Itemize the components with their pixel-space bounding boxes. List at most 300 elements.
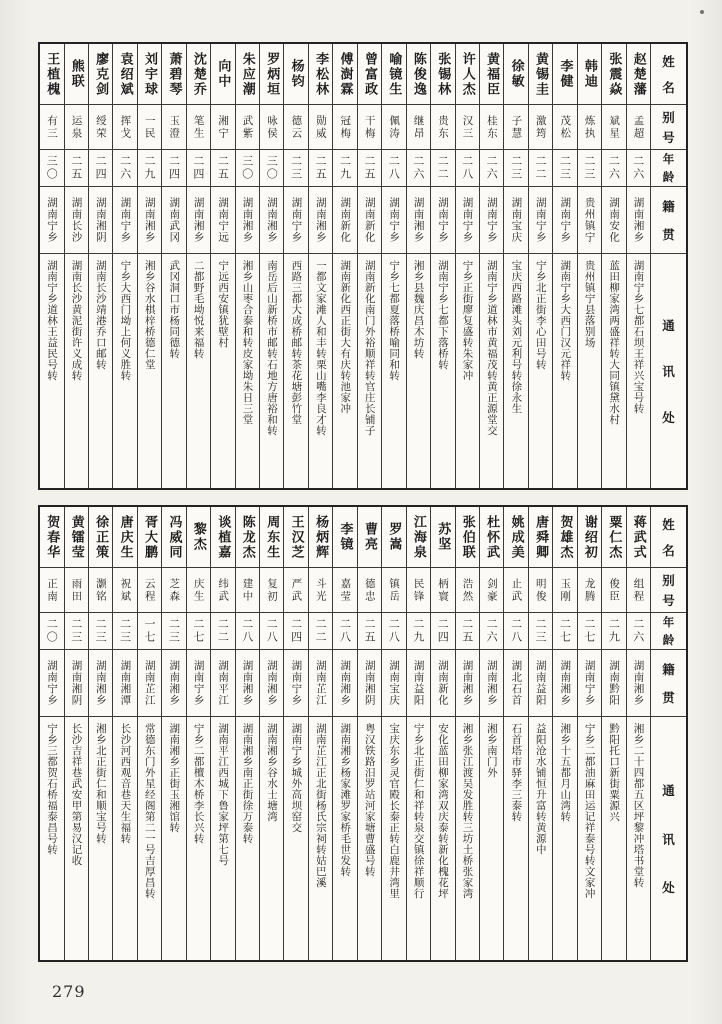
person-native-place: 湖南新化 [431,650,454,717]
person-column [601,44,625,488]
person-alias: 笔生 [187,105,210,150]
person-alias: 有三 [40,105,63,150]
person-age: 二三 [89,613,112,650]
person-native-place: 湖南宁乡 [40,650,63,717]
person-native-place: 湖南宁乡 [529,187,552,254]
person-address: 宝庆东乡灵官殿长泰正转白鹿井湾里 [388,723,401,899]
person-native-place: 湖南宁乡 [431,187,454,254]
person-column [503,507,527,960]
person-age: 二三 [578,150,601,187]
person-column [455,507,479,960]
person-address: 石首塔市驿李三泰转 [510,723,523,822]
person-address: 湖南新化西正街大有庆转池家冲 [339,260,352,414]
person-native-place: 湖南益阳 [407,650,430,717]
person-column [479,507,503,960]
person-column [88,44,112,488]
person-address: 湖南湘乡杨家滩罗家桥毛世发转 [339,723,352,877]
person-name: 周东生 [260,507,283,568]
person-address: 贵州镇宁县落别场 [583,260,596,348]
person-address: 宝庆西路滩头刘元利号转徐永生 [510,260,523,414]
person-name: 陈俊逸 [407,44,430,105]
person-age: 二九 [602,613,625,650]
person-column [552,507,576,960]
person-native-place: 湖南宁乡 [456,187,479,254]
person-native-place: 湖南湘阴 [65,650,88,717]
person-alias: 运泉 [65,105,88,150]
person-native-place: 湖南益阳 [529,650,552,717]
person-alias: 纬武 [211,568,234,613]
person-native-place: 湖南芷江 [138,650,161,717]
person-address: 湖南宁乡七都石坝王祥兴宝号转 [632,260,645,414]
person-alias: 组程 [627,568,650,613]
person-name: 徐正策 [89,507,112,568]
person-age: 二六 [627,150,650,187]
person-alias: 桂东 [480,105,503,150]
person-column [552,44,576,488]
person-alias: 继昂 [407,105,430,150]
column-header-age: 年 龄 [651,150,686,187]
person-address: 湖南宁乡道林市黄福茂转黄正源堂交 [485,260,498,436]
person-column [577,507,601,960]
person-alias: 勋威 [309,105,332,150]
person-column [235,507,259,960]
person-address: 湘乡张江渡吴发胜转三坊土桥张家湾 [461,723,474,899]
person-address: 湖南新化南门外裕顺祥转官庄长铺子 [363,260,376,436]
person-address: 南岳后山新桥市邮转石地方唐裕和转 [265,260,278,436]
person-name: 粟仁杰 [602,507,625,568]
person-age: 二七 [553,613,576,650]
person-name: 江海泉 [407,507,430,568]
person-alias: 灏铭 [89,568,112,613]
person-address: 宁乡正街廖复盛转朱家冲 [461,260,474,381]
person-alias: 剑豪 [480,568,503,613]
person-native-place: 湖南湘阴 [89,187,112,254]
person-name: 喻镜生 [382,44,405,105]
person-alias: 建中 [236,568,259,613]
header-column [650,44,686,488]
person-native-place: 湖南宝庆 [504,187,527,254]
person-address: 蓝田柳家湾两盛祥转大同镇黛水村 [608,260,621,425]
person-address: 益阳沧水铺恒升富转黄源中 [534,723,547,855]
person-address: 湖南平江西城下鲁家坪第七号 [217,723,230,866]
person-native-place: 湖南长沙 [65,187,88,254]
person-name: 罗嵩 [382,507,405,568]
person-address: 宁乡二都檀木桥李长兴转 [192,723,205,844]
person-age: 三〇 [260,150,283,187]
person-age: 二六 [407,150,430,187]
person-column [64,44,88,488]
person-alias: 严武 [284,568,307,613]
person-name: 谈植嘉 [211,507,234,568]
column-header-address: 通 讯 处 [662,783,675,895]
person-age: 二四 [89,150,112,187]
person-alias: 子慧 [504,105,527,150]
person-alias: 斗光 [309,568,332,613]
person-name: 罗炳垣 [260,44,283,105]
person-alias: 止武 [504,568,527,613]
person-native-place: 湖南宁乡 [578,650,601,717]
person-name: 胥大鹏 [138,507,161,568]
person-column [308,507,332,960]
person-age: 二八 [456,150,479,187]
person-alias: 激筠 [529,105,552,150]
person-age: 二九 [407,613,430,650]
person-name: 熊联 [65,44,88,105]
person-address: 湘乡谷水棋梓桥德仁堂 [143,260,156,370]
person-column [357,507,381,960]
person-age: 二六 [480,613,503,650]
person-name: 张震焱 [602,44,625,105]
person-column [112,44,136,488]
person-age: 二六 [480,150,503,187]
person-age: 二八 [260,613,283,650]
person-age: 三〇 [236,150,259,187]
person-column [40,44,63,488]
person-name: 蒋武式 [627,507,650,568]
person-native-place: 湖南宁乡 [480,187,503,254]
person-native-place: 湖南宁乡 [382,187,405,254]
person-address: 湘乡二十四都五区坪黎冲塔书堂转 [632,723,645,888]
person-address: 湖南芷江正北街杨氏宗祠转姑巴溪 [314,723,327,888]
person-address: 宁乡三都贺石桥福泰昌号转 [46,723,59,855]
person-alias: 玉刚 [553,568,576,613]
column-header-age: 年 龄 [651,613,686,650]
person-age: 二八 [236,613,259,650]
person-address: 湘乡山枣合泰和转皮家坳朱日三堂 [241,260,254,425]
person-column [528,507,552,960]
person-age: 二五 [65,150,88,187]
person-name: 张伯联 [456,507,479,568]
person-alias: 斌星 [602,105,625,150]
person-column [455,44,479,488]
person-native-place: 湖南芷江 [309,650,332,717]
person-age: 二九 [138,150,161,187]
person-alias: 镇岳 [382,568,405,613]
person-column [381,507,405,960]
person-alias: 明俊 [529,568,552,613]
person-native-place: 湖南新化 [333,187,356,254]
person-name: 李松林 [309,44,332,105]
person-native-place: 湖南宁乡 [284,650,307,717]
person-alias: 民锋 [407,568,430,613]
person-column [210,507,234,960]
person-native-place: 湖北石首 [504,650,527,717]
person-alias: 复初 [260,568,283,613]
person-alias: 柄寰 [431,568,454,613]
person-age: 二八 [504,613,527,650]
person-native-place: 湖南宝庆 [382,650,405,717]
person-alias: 贵东 [431,105,454,150]
person-alias: 干梅 [358,105,381,150]
person-address: 安化蓝田柳家湾双庆泰转新化槐花坪 [437,723,450,899]
person-column [626,507,650,960]
person-column [161,507,185,960]
person-age: 三〇 [40,150,63,187]
person-age: 二八 [333,613,356,650]
person-column [137,507,161,960]
person-name: 冯威同 [162,507,185,568]
person-column [186,44,210,488]
person-address: 黔阳托口新街粟源兴 [608,723,621,822]
person-native-place: 湖南湘乡 [236,187,259,254]
registry-table-bottom [38,505,688,962]
person-age: 二四 [284,613,307,650]
person-age: 二九 [333,150,356,187]
person-address: 西路三都大成桥邮转茶花塘彭竹堂 [290,260,303,425]
person-native-place: 湖南湘乡 [260,650,283,717]
person-age: 二四 [187,150,210,187]
person-age: 二二 [431,150,454,187]
column-header-alias: 别 号 [651,105,686,150]
person-address: 宁远西安镇犹壁村 [217,260,230,348]
person-name: 向中 [211,44,234,105]
person-native-place: 湖南宁乡 [40,187,63,254]
person-name: 陈龙杰 [236,507,259,568]
column-header-alias: 别 号 [651,568,686,613]
person-name: 贺雄杰 [553,507,576,568]
person-name: 李健 [553,44,576,105]
person-name: 黄锡圭 [529,44,552,105]
person-column [528,44,552,488]
person-native-place: 湖南湘乡 [480,650,503,717]
person-name: 杨炳辉 [309,507,332,568]
person-age: 二六 [627,613,650,650]
person-alias: 湘宁 [211,105,234,150]
person-name: 袁绍斌 [113,44,136,105]
person-age: 二四 [162,150,185,187]
person-address: 宁乡北正街李心田号转 [534,260,547,370]
person-alias: 正南 [40,568,63,613]
person-column [283,507,307,960]
person-age: 二三 [113,613,136,650]
person-address: 长沙河西观音巷天生福转 [119,723,132,844]
person-name: 杜怀武 [480,507,503,568]
person-column [406,507,430,960]
person-age: 二三 [504,150,527,187]
person-alias: 浩然 [456,568,479,613]
person-alias: 挥戈 [113,105,136,150]
person-column [88,507,112,960]
person-age: 二四 [431,613,454,650]
person-column [186,507,210,960]
person-alias: 雨田 [65,568,88,613]
person-name: 李镜 [333,507,356,568]
person-address: 宁乡北正街仁和祥转泉交镇徐祥顺行 [412,723,425,899]
person-column [577,44,601,488]
column-header-name: 姓 名 [651,44,686,105]
person-age: 二二 [309,613,332,650]
person-name: 萧碧琴 [162,44,185,105]
person-name: 苏坚 [431,507,454,568]
person-column [479,44,503,488]
person-address: 湖南长沙黄泥街许义成转 [70,260,83,381]
person-native-place: 湖南宁乡 [284,187,307,254]
person-alias: 绶荣 [89,105,112,150]
column-header-name: 姓 名 [651,507,686,568]
person-native-place: 湖南湘乡 [553,650,576,717]
person-name: 徐敏 [504,44,527,105]
person-column [283,44,307,488]
person-address: 宁乡大西门坳上何义胜转 [119,260,132,381]
column-header-native-place: 籍 贯 [651,650,686,717]
person-name: 朱应潮 [236,44,259,105]
person-column [40,507,63,960]
person-alias: 茂松 [553,105,576,150]
person-alias: 嘉莹 [333,568,356,613]
person-native-place: 湖南湘乡 [162,650,185,717]
person-age: 二二 [529,150,552,187]
person-address: 一都文家滩人和丰转栗山嘴李良才转 [314,260,327,436]
registry-table-top [38,42,688,490]
person-address: 长沙吉祥巷武安甲第易汉记收 [70,723,83,866]
person-native-place: 湖南宁乡 [553,187,576,254]
person-native-place: 湖南湘阴 [358,650,381,717]
person-column [357,44,381,488]
person-native-place: 湖南宁乡 [187,650,210,717]
person-address: 宁乡二都油麻田运记祥泰号转文家冲 [583,723,596,899]
person-native-place: 湖南宁乡 [113,187,136,254]
person-native-place: 湖南黔阳 [602,650,625,717]
person-address: 湖南湘乡正街玉湘馆转 [168,723,181,833]
person-column [259,507,283,960]
person-address: 湖南宁乡大西门汉元祥转 [559,260,572,381]
person-column [259,44,283,488]
person-age: 二八 [382,613,405,650]
person-native-place: 湖南湘乡 [627,650,650,717]
person-address: 湖南长沙靖港乔口邮转 [94,260,107,370]
person-name: 黎杰 [187,507,210,568]
person-name: 刘宇球 [138,44,161,105]
person-column [332,507,356,960]
person-alias: 德忠 [358,568,381,613]
page-number: 279 [52,982,86,1001]
person-age: 二五 [358,150,381,187]
person-name: 贺春华 [40,507,63,568]
person-alias: 佩涛 [382,105,405,150]
column-header-native-place: 籍 贯 [651,187,686,254]
person-age: 二五 [358,613,381,650]
person-column [503,44,527,488]
person-address: 粤汉铁路汨罗站河家塘曹盛号转 [363,723,376,877]
person-address: 湖南湘乡谷水士塘湾 [265,723,278,822]
person-name: 唐舜卿 [529,507,552,568]
person-native-place: 湖南安化 [602,187,625,254]
person-native-place: 湖南湘乡 [89,650,112,717]
person-alias: 孟超 [627,105,650,150]
person-address: 湘乡南门外 [485,723,498,778]
person-column [406,44,430,488]
person-column [601,507,625,960]
person-native-place: 湖南湘乡 [236,650,259,717]
person-native-place: 湖南湘乡 [333,650,356,717]
person-alias: 汉三 [456,105,479,150]
person-name: 黄福臣 [480,44,503,105]
person-address: 武冈洞口市杨同德转 [168,260,181,359]
person-name: 曾富政 [358,44,381,105]
person-alias: 炼执 [578,105,601,150]
person-native-place: 湖南宁远 [211,187,234,254]
person-alias: 冠梅 [333,105,356,150]
person-address: 常德东门外星经阁第二一号吉厚昌转 [143,723,156,899]
person-age: 二三 [162,613,185,650]
person-name: 许人杰 [456,44,479,105]
person-address: 湖南宁乡道林王益民号转 [46,260,59,381]
person-name: 谢绍初 [578,507,601,568]
person-native-place: 湖南新化 [358,187,381,254]
person-name: 沈楚乔 [187,44,210,105]
person-age: 二六 [113,150,136,187]
person-name: 廖克剑 [89,44,112,105]
person-column [210,44,234,488]
column-header-address: 通 讯 处 [662,318,675,425]
person-age: 二五 [211,150,234,187]
person-column [430,507,454,960]
person-age: 一七 [138,613,161,650]
person-name: 赵楚藩 [627,44,650,105]
person-native-place: 湖南武冈 [162,187,185,254]
person-column [430,44,454,488]
person-age: 二三 [65,613,88,650]
person-address: 宁乡七都夏落桥喻同和转 [388,260,401,381]
person-alias: 云程 [138,568,161,613]
person-age: 二六 [602,150,625,187]
person-alias: 龙腾 [578,568,601,613]
person-address: 湖南宁乡七都下落桥转 [437,260,450,370]
person-column [332,44,356,488]
person-address: 二都野毛坳悦来福转 [192,260,205,359]
person-name: 黄镭莹 [65,507,88,568]
person-address: 湖南湘乡南正街徐万泰转 [241,723,254,844]
person-address: 湘乡县魏庆昌木坊转 [412,260,425,359]
person-name: 王植槐 [40,44,63,105]
person-native-place: 湖南湘乡 [309,187,332,254]
person-name: 杨钧 [284,44,307,105]
person-column [235,44,259,488]
person-age: 二三 [529,613,552,650]
person-name: 傅澍霖 [333,44,356,105]
person-name: 曹亮 [358,507,381,568]
person-age: 二八 [382,150,405,187]
person-column [308,44,332,488]
person-native-place: 湖南湘乡 [187,187,210,254]
person-name: 姚成美 [504,507,527,568]
person-age: 二七 [578,613,601,650]
person-column [381,44,405,488]
person-alias: 庆生 [187,568,210,613]
person-native-place: 湖南湘潭 [113,650,136,717]
person-column [626,44,650,488]
person-age: 二三 [284,150,307,187]
person-native-place: 湖南平江 [211,650,234,717]
person-age: 二〇 [40,613,63,650]
person-alias: 一民 [138,105,161,150]
person-age: 二二 [211,613,234,650]
person-age: 二五 [309,150,332,187]
person-native-place: 湖南湘乡 [456,650,479,717]
person-native-place: 湖南湘乡 [260,187,283,254]
person-alias: 玉澄 [162,105,185,150]
person-column [64,507,88,960]
person-age: 二三 [553,150,576,187]
person-alias: 德云 [284,105,307,150]
person-alias: 芝森 [162,568,185,613]
person-name: 王汉芝 [284,507,307,568]
person-column [161,44,185,488]
person-column [112,507,136,960]
scan-speck [700,10,704,14]
person-age: 二五 [456,613,479,650]
header-column [650,507,686,960]
